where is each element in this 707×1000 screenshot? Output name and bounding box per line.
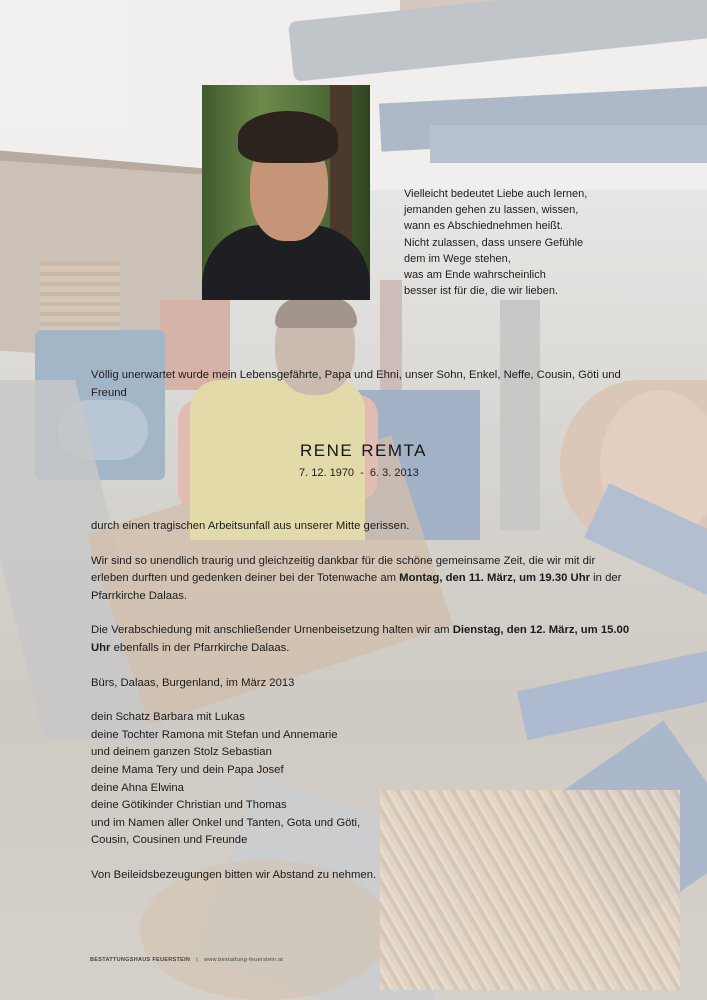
- mourner-line: Cousin, Cousinen und Freunde: [91, 834, 248, 847]
- footer: [90, 957, 283, 963]
- farewell-location: ebenfalls in der Pfarrkirche Dalaas.: [110, 641, 290, 654]
- wake-paragraph: [91, 553, 636, 606]
- farewell-paragraph: [91, 622, 636, 657]
- wake-location: in der Pfarrkirche Dalaas.: [91, 572, 622, 602]
- mourners-list: [91, 709, 636, 850]
- deceased-last-name: REMTA: [361, 441, 427, 460]
- place-date: Bürs, Dalaas, Burgenland, im März 2013: [91, 676, 295, 689]
- footer-firm: BESTATTUNGSHAUS FEUERSTEIN: [90, 957, 191, 963]
- poem-line: dem im Wege stehen,: [404, 252, 511, 265]
- footer-url: www.bestattung-feuerstein.at: [203, 957, 284, 963]
- poem-line: wann es Abschiednehmen heißt.: [404, 220, 563, 233]
- mourner-line: und im Namen aller Onkel und Tanten, Gota und Göti,: [91, 816, 361, 829]
- mourner-line: deine Tochter Ramona mit Stefan und Annemarie: [91, 728, 338, 741]
- poem-line: Vielleicht bedeutet Liebe auch lernen,: [404, 188, 588, 200]
- wake-date: Montag, den 11. März, um 19.30 Uhr: [399, 572, 591, 585]
- poem-line: besser ist für die, die wir lieben.: [404, 285, 559, 298]
- footer-separator: |: [196, 957, 198, 963]
- deceased-name: [300, 441, 427, 461]
- farewell-text: Die Verabschiedung mit anschließender Urnenbeisetzung halten wir am: [91, 624, 453, 637]
- poem-line: Nicht zulassen, dass unsere Gefühle: [404, 236, 584, 249]
- poem-line: was am Ende wahrscheinlich: [404, 269, 546, 282]
- poem-line: jemanden gehen zu lassen, wissen,: [404, 204, 579, 217]
- mourner-line: und deinem ganzen Stolz Sebastian: [91, 746, 272, 759]
- deceased-first-name: RENE: [300, 441, 354, 460]
- wake-text: Wir sind so unendlich traurig und gleichzeitig dankbar für die schöne gemeinsame Zeit, die wir mit dir erleben durften und gedenken deiner bei der Totenwache am: [91, 554, 596, 585]
- mourner-line: dein Schatz Barbara mit Lukas: [91, 711, 245, 724]
- mourner-line: deine Ahna Elwina: [91, 781, 184, 794]
- mourner-line: deine Mama Tery und dein Papa Josef: [91, 763, 284, 776]
- farewell-date: Dienstag, den 12. März, um 15.00 Uhr: [91, 624, 630, 654]
- intro-text: Völlig unerwartet wurde mein Lebensgefährte, Papa und Ehni, unser Sohn, Enkel, Neffe, Cousin, Göti und Freund: [91, 369, 621, 399]
- cause-paragraph: durch einen tragischen Arbeitsunfall aus unserer Mitte gerissen.: [91, 520, 410, 532]
- poem: [404, 186, 604, 299]
- mourner-line: deine Götikinder Christian und Thomas: [91, 799, 287, 812]
- life-dates: 7. 12. 1970 - 6. 3. 2013: [299, 467, 419, 479]
- portrait-photo: [202, 85, 370, 300]
- portrait-hair: [238, 111, 338, 163]
- notice-body: [91, 518, 636, 885]
- closing-note: Von Beileidsbezeugungen bitten wir Abstand zu nehmen.: [91, 868, 377, 881]
